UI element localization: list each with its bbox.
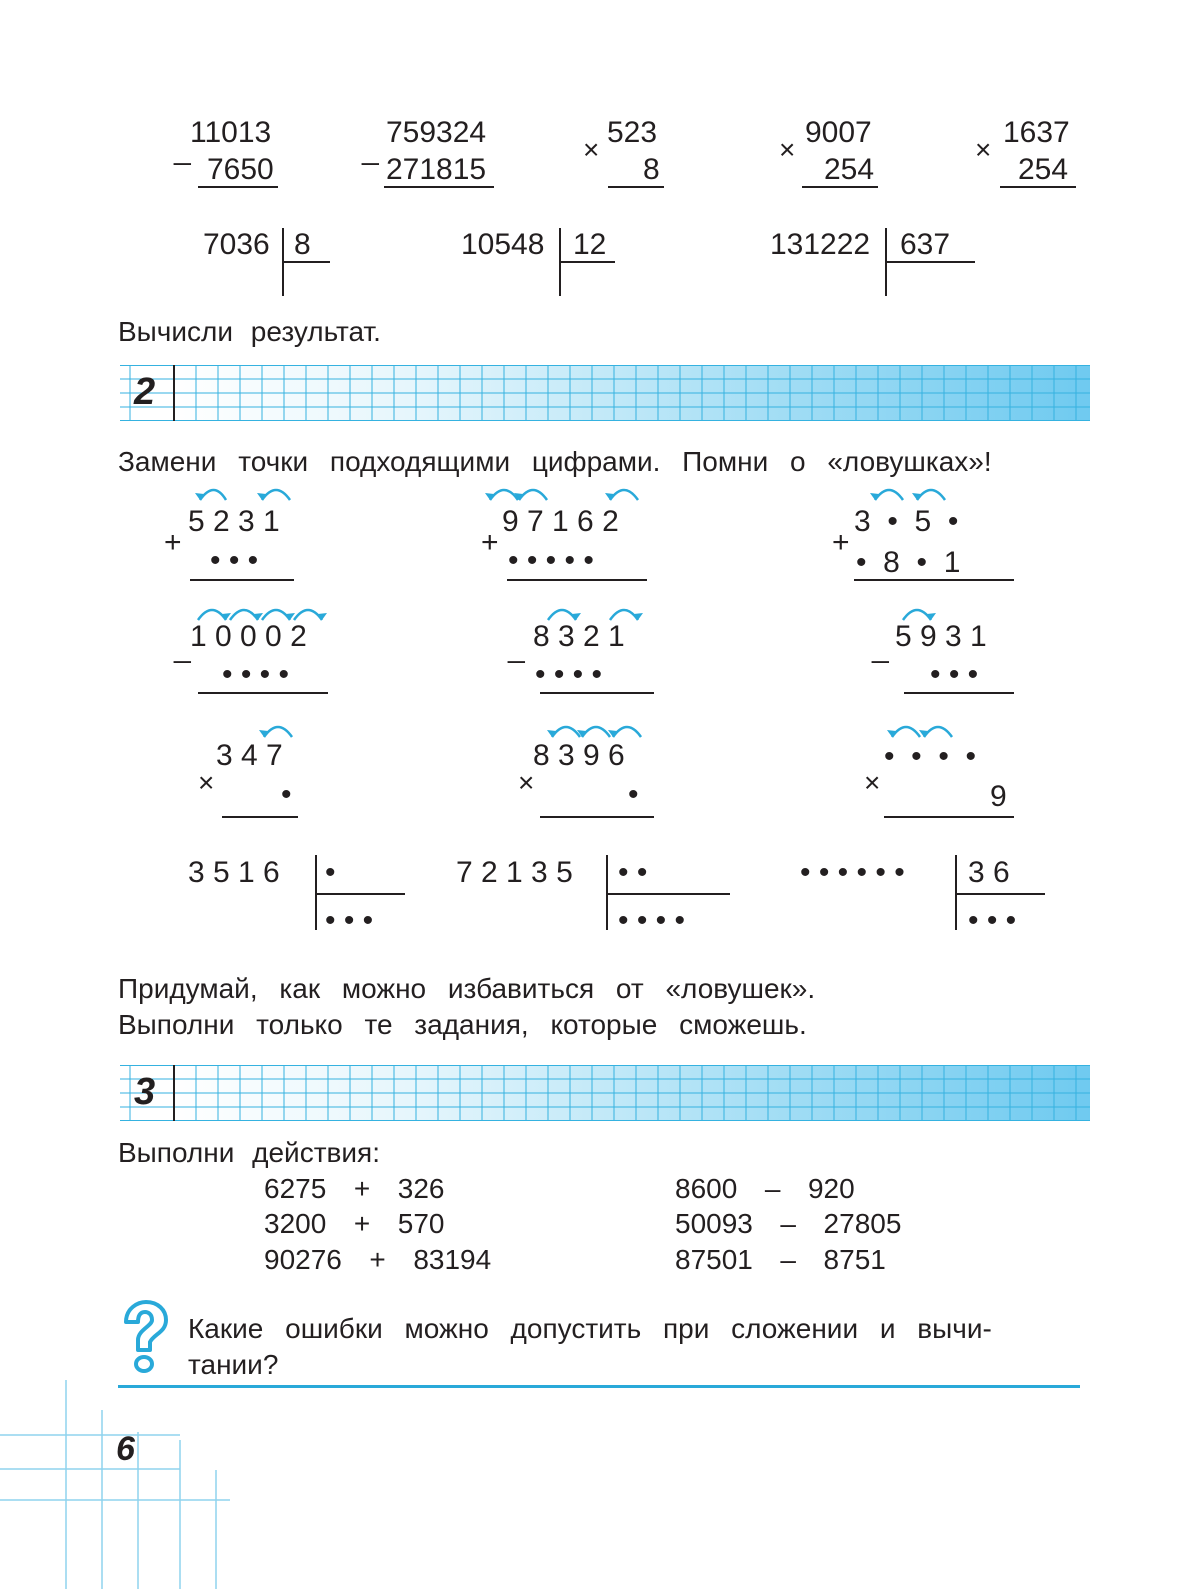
expression-left-1: 6275 + 326: [264, 1173, 445, 1204]
expression-right-2: 50093 – 27805: [675, 1208, 902, 1239]
question-line-2: тании?: [188, 1349, 279, 1380]
times-sign: ×: [779, 134, 796, 165]
minus-sign: _: [362, 133, 379, 166]
times-sign: ×: [583, 134, 600, 165]
underline: [198, 692, 328, 694]
minuend: 11013: [190, 116, 272, 149]
compute-instruction: Вычисли результат.: [118, 316, 381, 347]
dividend: 3 5 1 6: [188, 856, 280, 889]
subtrahend-dots: • • • •: [222, 658, 290, 691]
expression-right-3: 87501 – 8751: [675, 1244, 886, 1275]
divisor-dots: • •: [618, 856, 648, 889]
quotient-dots: • • •: [325, 904, 374, 937]
underline: [540, 816, 654, 818]
question-line-1: Какие ошибки можно допустить при сложении и вычи-: [188, 1313, 992, 1344]
task-3-instruction: Выполни действия:: [118, 1137, 380, 1168]
minuend: 759324: [386, 116, 487, 149]
quotient-dots: • • • •: [618, 904, 686, 937]
addend-1: 9 7 1 6 2: [502, 505, 619, 538]
multiplier: 9: [990, 780, 1007, 813]
underline: [904, 692, 1014, 694]
multiplier: 8: [643, 153, 660, 186]
task-number: 2: [134, 371, 156, 413]
plus-sign: +: [832, 526, 850, 559]
multiplicand: 1637: [1003, 116, 1070, 149]
plus-sign: +: [164, 526, 182, 559]
followup-line-1: Придумай, как можно избавиться от «ловушек».: [118, 973, 816, 1004]
corner-grid: [0, 1380, 240, 1589]
plus-sign: +: [481, 526, 499, 559]
minus-sign: _: [174, 133, 191, 166]
dividend: 131222: [770, 228, 871, 261]
addend-1: 5 2 3 1: [188, 505, 280, 538]
multiplier-dot: •: [628, 778, 639, 811]
divisor: 12: [573, 228, 607, 261]
divisor-line: [955, 893, 1045, 895]
underline: [540, 692, 654, 694]
page-number: 6: [116, 1430, 135, 1468]
multiplier: 254: [1018, 153, 1069, 186]
multiplicand: 9007: [805, 116, 872, 149]
divisor: 637: [900, 228, 951, 261]
minus-sign: _: [174, 631, 191, 664]
underline: [507, 579, 647, 581]
minuend: 1 0 0 0 2: [190, 620, 307, 653]
subtrahend-dots: • • •: [930, 658, 979, 691]
divisor: 3 6: [968, 856, 1010, 889]
underline: [190, 579, 294, 581]
divisor-line: [606, 893, 730, 895]
times-sign: ×: [518, 767, 535, 798]
task-2-instruction: Замени точки подходящими цифрами. Помни о «ловушках»!: [118, 446, 992, 477]
minus-sign: _: [872, 631, 889, 664]
divider: [118, 1385, 1080, 1388]
task-number: 3: [134, 1071, 156, 1113]
divisor-dot: •: [325, 856, 336, 889]
subtrahend: 271815: [386, 153, 487, 186]
question-mark-icon: [118, 1300, 170, 1376]
expression-left-2: 3200 + 570: [264, 1208, 445, 1239]
minuend: 5 9 3 1: [895, 620, 987, 653]
addend-2: • 8 • 1: [856, 546, 961, 579]
times-sign: ×: [198, 767, 215, 798]
addend-2-dots: • • •: [210, 544, 259, 577]
followup-line-2: Выполни только те задания, которые сможешь.: [118, 1009, 807, 1040]
addend-2-dots: • • • • •: [508, 544, 594, 577]
addend-1: 3 • 5 •: [854, 505, 959, 538]
minus-sign: _: [508, 631, 525, 664]
times-sign: ×: [975, 134, 992, 165]
multiplicand-dots: • • • •: [884, 740, 977, 773]
divisor-line: [315, 893, 405, 895]
times-sign: ×: [864, 767, 881, 798]
multiplicand: 3 4 7: [216, 739, 283, 772]
underline: [884, 816, 1014, 818]
subtrahend-dots: • • • •: [535, 658, 603, 691]
dividend: 10548: [461, 228, 545, 261]
dividend-dots: • • • • • •: [800, 856, 905, 889]
multiplicand: 523: [607, 116, 658, 149]
multiplier-dot: •: [281, 778, 292, 811]
grid-lines: [120, 1065, 1090, 1121]
underline: [854, 579, 1014, 581]
divisor: 8: [294, 228, 311, 261]
task-3-header: [120, 1065, 1090, 1121]
multiplier: 254: [824, 153, 875, 186]
subtrahend: 7650: [207, 153, 274, 186]
dividend: 7036: [203, 228, 270, 261]
quotient-dots: • • •: [968, 904, 1017, 937]
expression-left-3: 90276 + 83194: [264, 1244, 492, 1275]
underline: [222, 816, 298, 818]
expression-right-1: 8600 – 920: [675, 1173, 855, 1204]
minuend: 8 3 2 1: [533, 620, 625, 653]
dividend: 7 2 1 3 5: [456, 856, 573, 889]
multiplicand: 8 3 9 6: [533, 739, 625, 772]
